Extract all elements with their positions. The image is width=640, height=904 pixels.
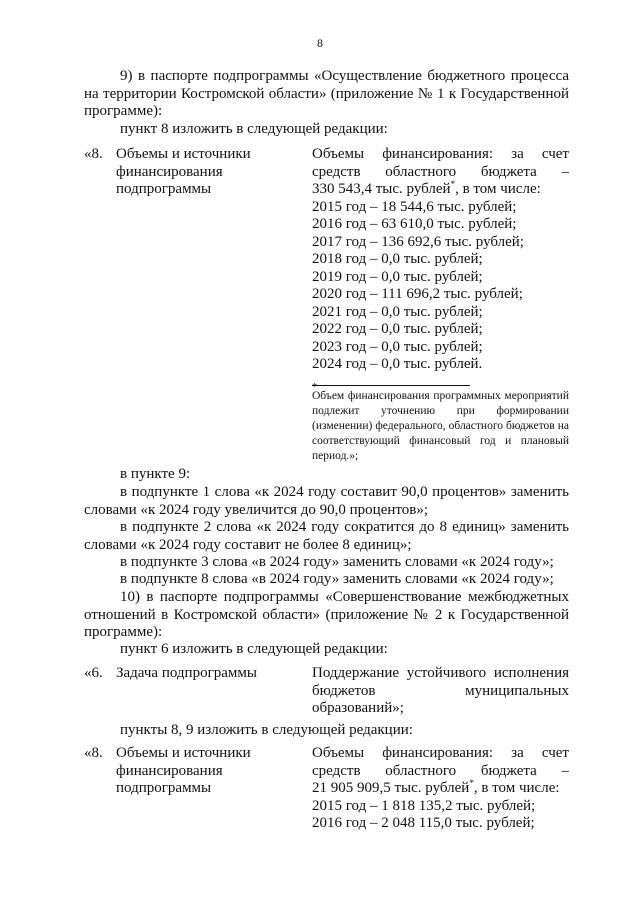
year-line: 2023 год – 0,0 тыс. рублей;: [312, 338, 483, 355]
left-label-line: финансирования: [116, 163, 223, 180]
point8-heading: пункт 8 изложить в следующей редакции:: [120, 121, 388, 137]
footnote-ref: *: [450, 179, 456, 189]
footnote: [312, 381, 569, 464]
footnote-ref: *: [469, 778, 474, 788]
point6-heading: пункт 6 изложить в следующей редакции:: [120, 641, 388, 657]
left-label-line: Объемы и источники: [116, 146, 251, 162]
table-right-content: [312, 146, 569, 374]
year-line: 2019 год – 0,0 тыс. рублей;: [312, 268, 483, 285]
task-line: Поддержание устойчивого исполнения: [312, 665, 569, 681]
total-suffix: , в том числе:: [473, 780, 560, 796]
footnote-text: Объем финансирования программных мероприятий подлежит уточнению при формировании (изменении) федерального, областного бюджетов на соответствующий финансовый год и плановый период.»;: [312, 390, 569, 462]
left-label-line: подпрограммы: [116, 780, 212, 796]
table-left-label: [116, 146, 296, 199]
footnote-marker: *: [312, 381, 318, 393]
task-line: образований»;: [312, 700, 404, 716]
year-line: 2022 год – 0,0 тыс. рублей;: [312, 321, 483, 337]
left-label-line: финансирования: [116, 762, 223, 779]
point9-sub3: в подпункте 3 слова «в 2024 году» заменить словами «к 2024 году»;: [120, 554, 554, 570]
table6-number: «6.: [84, 665, 103, 681]
year-line: 2015 год – 1 818 135,2 тыс. рублей;: [312, 797, 536, 814]
table-number: «8.: [84, 146, 103, 162]
year-line: 2018 год – 0,0 тыс. рублей;: [312, 251, 483, 267]
footnote-rule: [312, 385, 470, 386]
year-line: 2020 год – 111 696,2 тыс. рублей;: [312, 286, 523, 302]
table8-right-content: [312, 745, 569, 833]
left-label-line: подпрограммы: [116, 181, 212, 197]
table6-left-label: Задача подпрограммы: [116, 665, 257, 681]
total-amount: 21 905 909,5 тыс. рублей: [312, 780, 470, 796]
financing-total: [312, 181, 569, 199]
point9-sub8: в подпункте 8 слова «в 2024 году» заменить словами «к 2024 году»;: [120, 571, 554, 587]
table6-right-content: [312, 665, 569, 718]
table8-number: «8.: [84, 745, 103, 761]
left-label-line: Объемы и источники: [116, 745, 251, 761]
point9-sub1: в подпункте 1 слова «к 2024 году составит 90,0 процентов» заменить словами «к 2024 году увеличится до 90,0 процентов»;: [84, 484, 569, 518]
year-line: 2017 год – 136 692,6 тыс. рублей;: [312, 233, 524, 250]
total-suffix: , в том числе:: [455, 181, 541, 197]
item9-intro: 9) в паспорте подпрограммы «Осуществление бюджетного процесса на территории Костромской области» (приложение № 1 к Государственной программе):: [84, 68, 569, 119]
item10-intro: 10) в паспорте подпрограммы «Совершенствование межбюджетных отношений в Костромской области» (приложение № 2 к Государственной программе):: [84, 589, 569, 640]
financing-intro-line: Объемы финансирования: за счет: [312, 146, 569, 162]
year-line: 2016 год – 2 048 115,0 тыс. рублей;: [312, 815, 535, 831]
point9-heading: в пункте 9:: [120, 466, 191, 482]
total-amount: 330 543,4 тыс. рублей: [312, 181, 451, 197]
task-line: бюджетов муниципальных: [312, 682, 569, 699]
year-line: 2015 год – 18 544,6 тыс. рублей;: [312, 198, 517, 215]
table8-left-label: [116, 745, 296, 798]
financing-total: [312, 780, 569, 798]
point9-sub2: в подпункте 2 слова «к 2024 году сократится до 8 единиц» заменить словами «к 2024 году составит не более 8 единиц»;: [84, 519, 569, 553]
points89-heading: пункты 8, 9 изложить в следующей редакции:: [120, 722, 413, 738]
year-line: 2021 год – 0,0 тыс. рублей;: [312, 303, 483, 320]
year-line: 2024 год – 0,0 тыс. рублей.: [312, 356, 483, 372]
financing-intro-line: средств областного бюджета –: [312, 163, 569, 180]
financing-intro-line: Объемы финансирования: за счет: [312, 745, 569, 761]
year-line: 2016 год – 63 610,0 тыс. рублей;: [312, 216, 517, 232]
page-number: 8: [317, 36, 323, 50]
financing-intro-line: средств областного бюджета –: [312, 762, 569, 779]
